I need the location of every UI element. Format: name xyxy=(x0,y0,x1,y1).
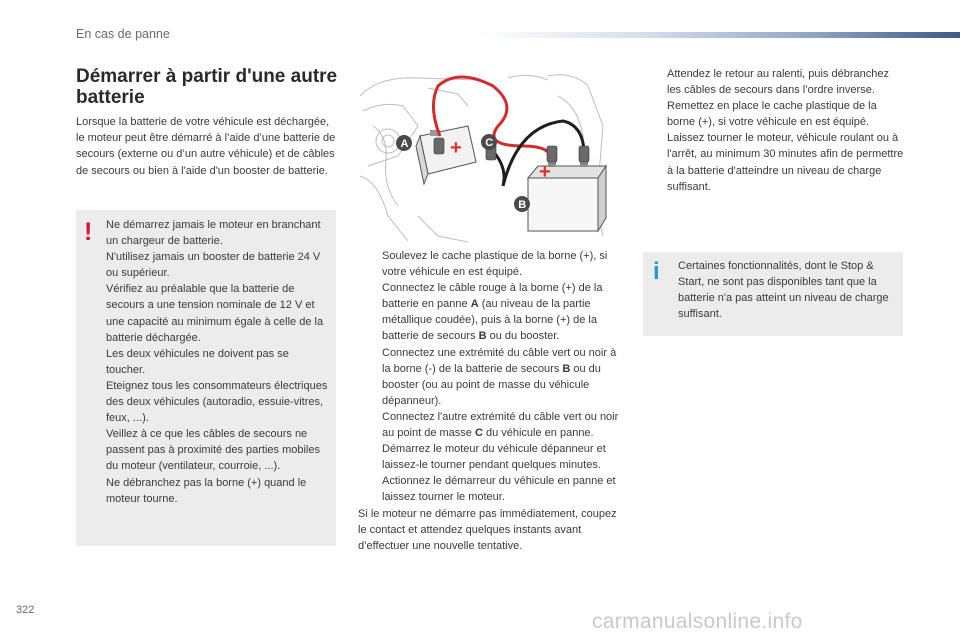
warning-line: Ne débranchez pas la borne (+) quand le moteur tourne. xyxy=(106,476,307,505)
page-title: Démarrer à partir d'une autre batterie xyxy=(76,66,338,108)
info-text: Certaines fonctionnalités, dont le Stop & Start, ne sont pas disponibles tant que la batterie n'a pas atteint un niveau de charge suffisant. xyxy=(678,260,889,321)
step-item: Laissez tourner le moteur, véhicule roulant ou à l'arrêt, au minimum 30 minutes afin de permettre à la batterie d'atteindre un niveau de charge suffisant. xyxy=(667,132,904,193)
page-number: 322 xyxy=(16,604,35,616)
label-a: A xyxy=(400,138,409,150)
step-item: Soulevez le cache plastique de la borne (+), si votre véhicule en est équipé. xyxy=(382,250,608,279)
warning-line: Vérifiez au préalable que la batterie de secours a une tension nominale de 12 V et une capacité au minimum égale à celle de la batterie déchargée. xyxy=(106,283,324,344)
steps-right-column xyxy=(643,66,905,195)
label-b-marker xyxy=(514,196,530,212)
step-item: Démarrez le moteur du véhicule dépanneur et laissez-le tourner pendant quelques minutes. xyxy=(382,443,606,472)
label-c-marker xyxy=(481,134,497,150)
intro-paragraph: Lorsque la batterie de votre véhicule est déchargée, le moteur peut être démarré à l’aide d’une batterie de secours (externe ou d’un autre véhicule) et de câbles de secours ou bien à l'aide d'un booster de batterie. xyxy=(76,116,336,177)
label-b: B xyxy=(518,199,527,211)
warning-line: Les deux véhicules ne doivent pas se toucher. xyxy=(106,347,289,376)
info-icon: i xyxy=(653,258,660,285)
steps-middle-column xyxy=(358,248,624,554)
plus-sign-booster-battery: + xyxy=(539,161,551,183)
label-a-marker xyxy=(396,135,412,151)
step-item: Connectez le câble rouge à la borne (+) de la batterie en panne A (au niveau de la partie métallique coudée), puis à la borne (+) de la batterie de secours B ou du booster. xyxy=(382,282,603,343)
step-item: Attendez le retour au ralenti, puis débranchez les câbles de secours dans l’ordre inverse. xyxy=(667,68,889,97)
section-header: En cas de panne xyxy=(76,27,170,41)
jump-start-illustration xyxy=(358,66,608,244)
label-c: C xyxy=(485,137,494,149)
plus-sign-dead-battery: + xyxy=(450,137,462,159)
warning-line: N'utilisez jamais un booster de batterie 24 V ou supérieur. xyxy=(106,251,321,280)
warning-line: Eteignez tous les consommateurs électriques des deux véhicules (autoradio, essuie-vitres, feux, ...). xyxy=(106,379,328,425)
retry-note: Si le moteur ne démarre pas immédiatement, coupez le contact et attendez quelques instants avant d’effectuer une nouvelle tentative. xyxy=(358,507,617,552)
warning-line: Ne démarrez jamais le moteur en branchant un chargeur de batterie. xyxy=(106,219,321,248)
step-item: Actionnez le démarreur du véhicule en panne et laissez tourner le moteur. xyxy=(382,475,616,504)
step-item: Connectez une extrémité du câble vert ou noir à la borne (-) de la batterie de secours B ou du booster (ou au point de masse du véhicule dépanneur). xyxy=(382,346,617,407)
warning-box xyxy=(76,210,336,546)
step-item: Remettez en place le cache plastique de la borne (+), si votre véhicule en est équipé. xyxy=(667,100,877,129)
header-gradient-bar xyxy=(478,32,960,38)
warning-line: Veillez à ce que les câbles de secours ne passent pas à proximité des parties mobiles du moteur (ventilateur, courroie, ...). xyxy=(106,428,320,473)
info-box xyxy=(643,252,903,336)
step-item: Connectez l'autre extrémité du câble vert ou noir au point de masse C du véhicule en panne. xyxy=(382,410,619,440)
watermark: carmanualsonline.info xyxy=(592,610,803,633)
warning-text xyxy=(106,217,331,507)
warning-icon: ! xyxy=(84,218,93,246)
